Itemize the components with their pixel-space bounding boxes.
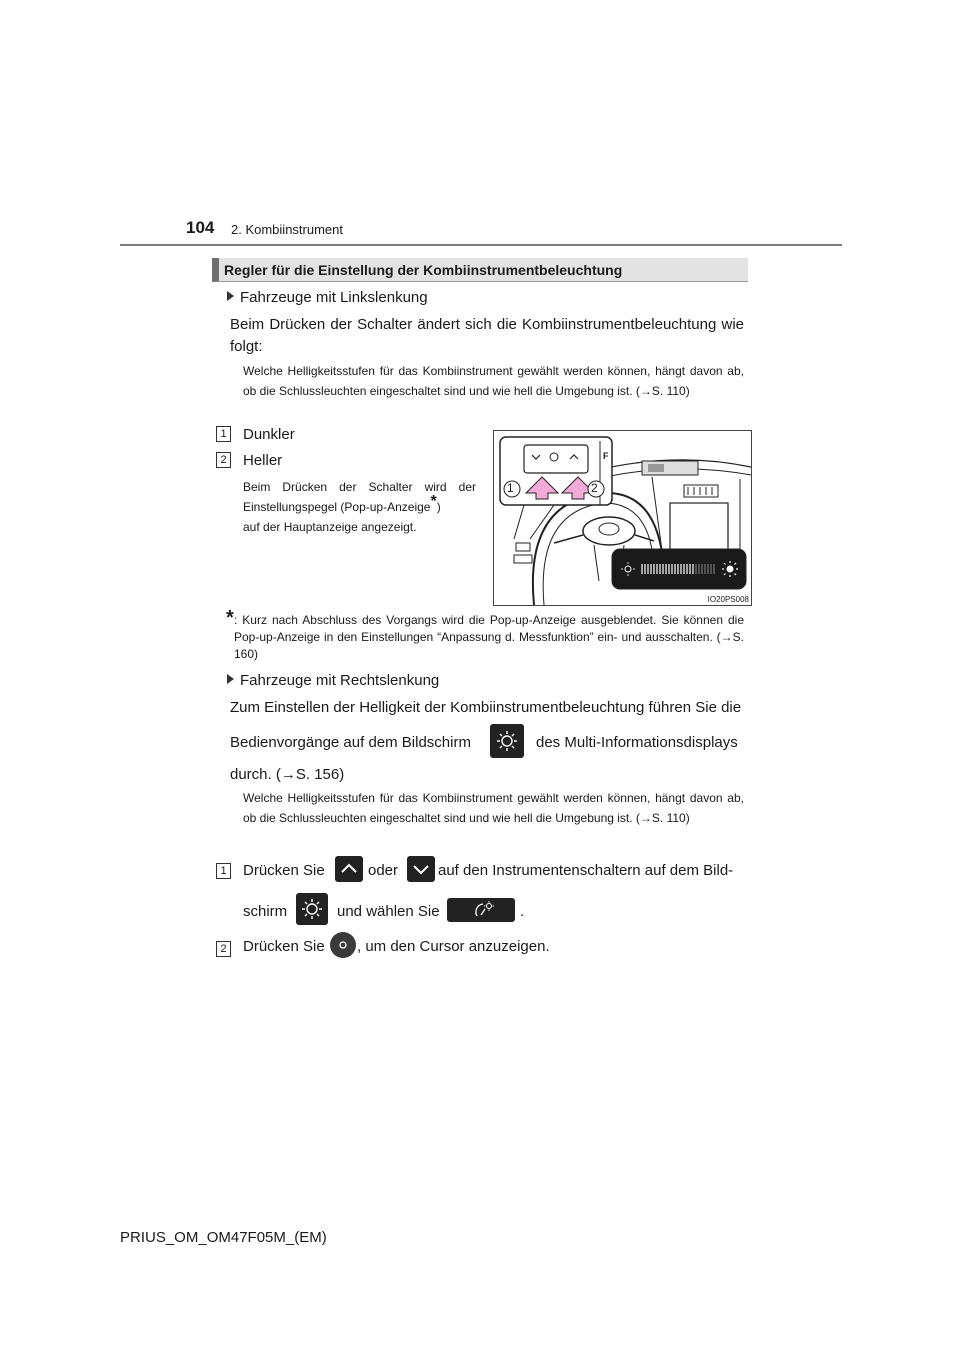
- footnote-mark: *: [226, 607, 234, 629]
- lhd-label: Fahrzeuge mit Linkslenkung: [240, 289, 428, 306]
- lhd-label-row: [227, 289, 428, 306]
- rhd-line3: durch. (→S. 156): [230, 766, 345, 783]
- item2-number: 2: [216, 452, 231, 468]
- triangle-bullet-icon: [227, 674, 234, 684]
- item2-description: Beim Drücken der Schalter wird der Einstellungspegel (Pop-up-Anzeige*) auf der Hauptanzeige angezeigt.: [243, 480, 476, 534]
- item1-label: Dunkler: [243, 426, 295, 443]
- callout-2: 2: [591, 481, 598, 495]
- callout-1: 1: [507, 481, 514, 495]
- chevron-down-icon: [407, 856, 435, 882]
- settings-gear-icon: [490, 724, 524, 758]
- step2-line: Drücken Sie , um den Cursor anzuzeigen.: [243, 932, 744, 962]
- section-title: 2. Kombiinstrument: [231, 222, 343, 237]
- meter-settings-icon: [447, 898, 515, 922]
- item2-label: Heller: [243, 452, 283, 469]
- step2-number: 2: [216, 941, 231, 957]
- triangle-bullet-icon: [227, 291, 234, 301]
- rhd-label-row: [227, 672, 439, 689]
- footnote-text: : Kurz nach Abschluss des Vorgangs wird die Pop-up-Anzeige ausgeblendet. Sie können die Pop-up-Anzeige in den Einstellungen “Anpassung d. Messfunktion” ein- und ausschalten. (→S. 160): [234, 613, 744, 661]
- dashboard-illustration: [493, 430, 752, 606]
- chevron-up-icon: [335, 856, 363, 882]
- ok-button-icon: [330, 932, 356, 958]
- dashboard-drawing: [494, 431, 751, 605]
- header-rule: [120, 244, 842, 246]
- step1-number: 1: [216, 863, 231, 879]
- rhd-label: Fahrzeuge mit Rechtslenkung: [240, 672, 440, 689]
- settings-gear-icon: [296, 893, 328, 925]
- step1-line1: Drücken Sie oder auf den Instrumentenschaltern auf dem Bild-: [243, 856, 744, 886]
- svg-text:F: F: [603, 451, 609, 461]
- figure-code: IO20PS008: [707, 595, 749, 604]
- page-number: 104: [186, 218, 215, 237]
- rhd-note: Welche Helligkeitsstufen für das Kombiinstrument gewählt werden können, hängt davon ab, ob die Schlussleuchten eingeschaltet sind und wie hell die Umgebung ist. (→S. 110): [243, 791, 744, 825]
- footer-doc-code: PRIUS_OM_OM47F05M_(EM): [120, 1229, 327, 1246]
- item1-number: 1: [216, 426, 231, 442]
- lhd-note: Welche Helligkeitsstufen für das Kombiinstrument gewählt werden können, hängt davon ab, ob die Schlussleuchten eingeschaltet sind und wie hell die Umgebung ist. (→S. 110): [243, 364, 744, 398]
- step1-line2: schirm und wählen Sie .: [243, 893, 744, 927]
- lhd-intro: Beim Drücken der Schalter ändert sich die Kombiinstrumentbeleuchtung wie folgt:: [230, 316, 744, 355]
- rhd-line1: Zum Einstellen der Helligkeit der Kombiinstrumentbeleuchtung führen Sie die: [230, 699, 742, 716]
- rhd-line2: Bedienvorgänge auf dem Bildschirm des Multi-Informationsdisplays: [230, 724, 744, 760]
- section-heading: Regler für die Einstellung der Kombiinstrumentbeleuchtung: [224, 262, 623, 278]
